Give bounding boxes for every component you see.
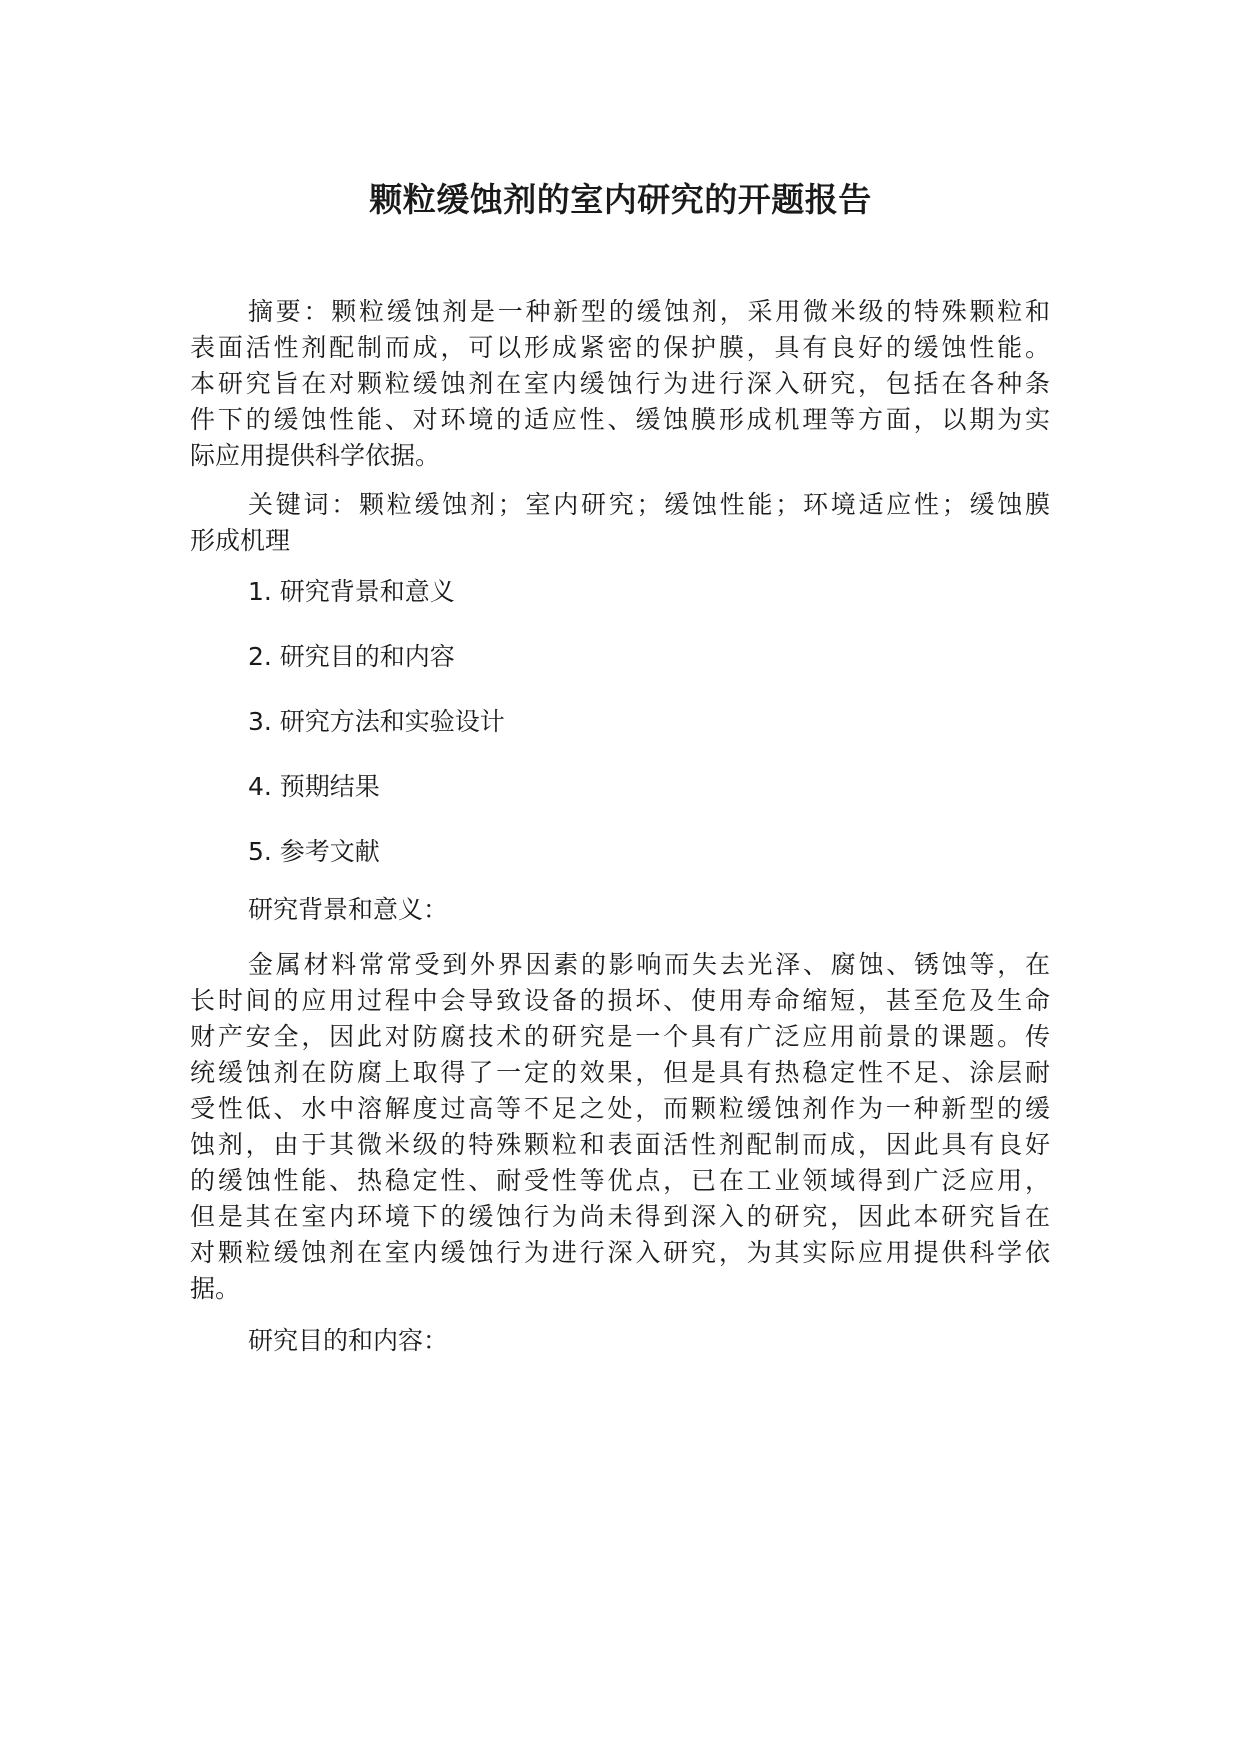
abstract-line: 表面活性剂配制而成，可以形成紧密的保护膜，具有良好的缓蚀性能。 [190, 333, 1050, 362]
keywords-paragraph [190, 485, 1050, 557]
background-line: 长时间的应用过程中会导致设备的损坏、使用寿命缩短，甚至危及生命 [190, 986, 1050, 1015]
toc-item: 5. 参考文献 [248, 837, 380, 866]
background-line: 对颗粒缓蚀剂在室内缓蚀行为进行深入研究，为其实际应用提供科学依 [190, 1238, 1050, 1267]
abstract-line: 件下的缓蚀性能、对环境的适应性、缓蚀膜形成机理等方面，以期为实 [190, 405, 1050, 434]
background-line: 蚀剂，由于其微米级的特殊颗粒和表面活性剂配制而成，因此具有良好 [190, 1130, 1050, 1159]
toc-item: 4. 预期结果 [248, 772, 380, 801]
keywords-line: 关键词：颗粒缓蚀剂；室内研究；缓蚀性能；环境适应性；缓蚀膜 [248, 490, 1050, 519]
keywords-line: 形成机理 [190, 526, 291, 555]
toc-item: 2. 研究目的和内容 [248, 642, 455, 671]
background-paragraph [190, 945, 1050, 1305]
abstract-line: 本研究旨在对颗粒缓蚀剂在室内缓蚀行为进行深入研究，包括在各种条 [190, 369, 1050, 398]
section-heading-objectives: 研究目的和内容： [248, 1326, 449, 1355]
document-body [190, 292, 1050, 1364]
abstract-paragraph [190, 292, 1050, 472]
background-line: 统缓蚀剂在防腐上取得了一定的效果，但是具有热稳定性不足、涂层耐 [190, 1058, 1050, 1087]
abstract-line: 摘要：颗粒缓蚀剂是一种新型的缓蚀剂，采用微米级的特殊颗粒和 [248, 297, 1050, 326]
background-line: 受性低、水中溶解度过高等不足之处，而颗粒缓蚀剂作为一种新型的缓 [190, 1094, 1050, 1123]
document-title: 颗粒缓蚀剂的室内研究的开题报告 [369, 180, 872, 219]
background-line: 据。 [190, 1274, 241, 1303]
toc-item: 1. 研究背景和意义 [248, 577, 455, 606]
background-line: 的缓蚀性能、热稳定性、耐受性等优点，已在工业领域得到广泛应用， [190, 1166, 1050, 1195]
toc-item: 3. 研究方法和实验设计 [248, 707, 505, 736]
background-line: 但是其在室内环境下的缓蚀行为尚未得到深入的研究，因此本研究旨在 [190, 1202, 1050, 1231]
background-line: 财产安全，因此对防腐技术的研究是一个具有广泛应用前景的课题。传 [190, 1022, 1050, 1051]
section-heading-background: 研究背景和意义： [248, 895, 449, 924]
table-of-contents [190, 569, 1050, 875]
background-line: 金属材料常常受到外界因素的影响而失去光泽、腐蚀、锈蚀等，在 [248, 950, 1050, 979]
abstract-line: 际应用提供科学依据。 [190, 441, 441, 470]
